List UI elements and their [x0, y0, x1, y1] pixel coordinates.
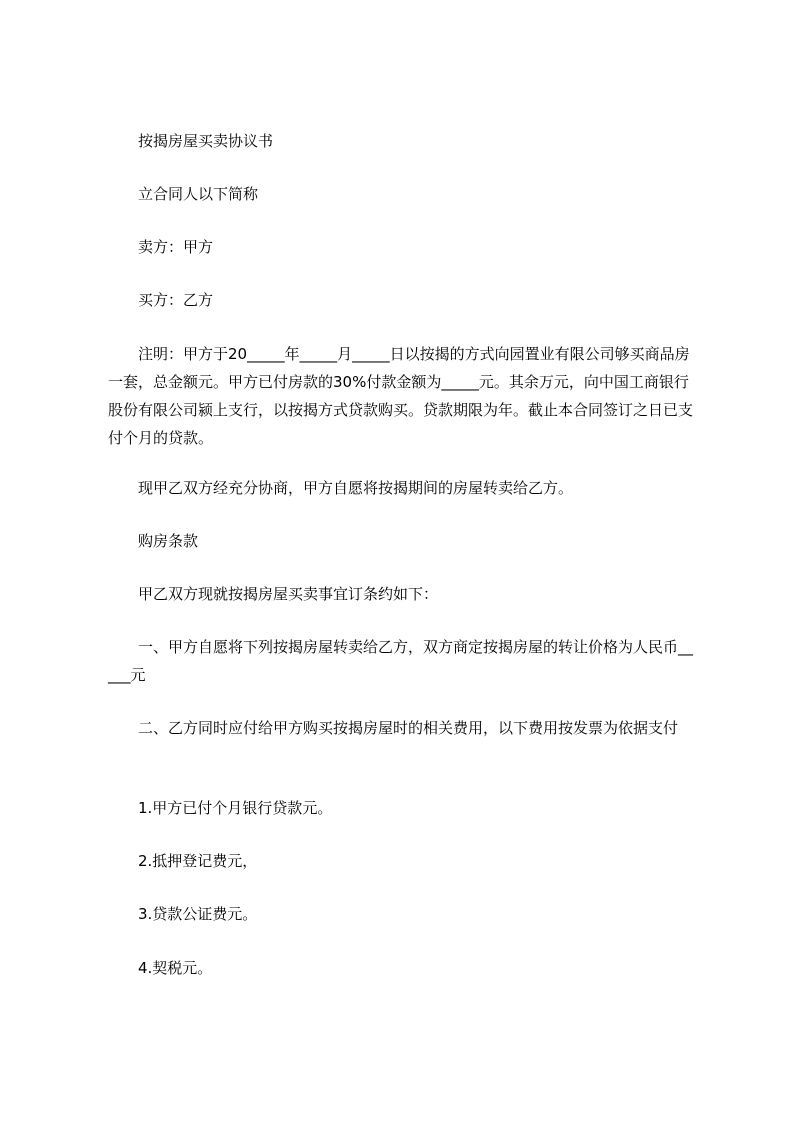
intro-line: 立合同人以下简称 [138, 185, 259, 203]
clause-2: 二、乙方同时应付给甲方购买按揭房屋时的相关费用，以下费用按发票为依据支付 [138, 719, 679, 737]
terms-intro: 甲乙双方现就按揭房屋买卖事宜订条约如下： [138, 585, 439, 603]
agreement-paragraph: 现甲乙双方经充分协商，甲方自愿将按揭期间的房屋转卖给乙方。 [138, 479, 574, 497]
document-title: 按揭房屋买卖协议书 [138, 132, 274, 150]
section-heading: 购房条款 [138, 532, 199, 550]
fee-item-2: 2.抵押登记费元， [138, 852, 258, 870]
fee-item-1: 1.甲方已付个月银行贷款元。 [138, 799, 333, 817]
seller-line: 卖方：甲方 [138, 238, 214, 256]
clause-1: 一、甲方自愿将下列按揭房屋转卖给乙方，双方商定按揭房屋的转让价格为人民币_____元 [108, 638, 694, 684]
buyer-line: 买方：乙方 [138, 291, 214, 309]
fee-item-3: 3.贷款公证费元。 [138, 905, 258, 923]
fee-item-4: 4.契税元。 [138, 959, 213, 977]
note-paragraph: 注明：甲方于20_____年_____月_____日以按揭的方式向园置业有限公司够买商品房一套，总金额元。甲方已付房款的30%付款金额为_____元。其余万元，向中国工商银行股份有限公司颍上支行，以按揭方式贷款购买。贷款期限为年。截止本合同签订之日已支付个月的贷款。 [108, 345, 694, 447]
